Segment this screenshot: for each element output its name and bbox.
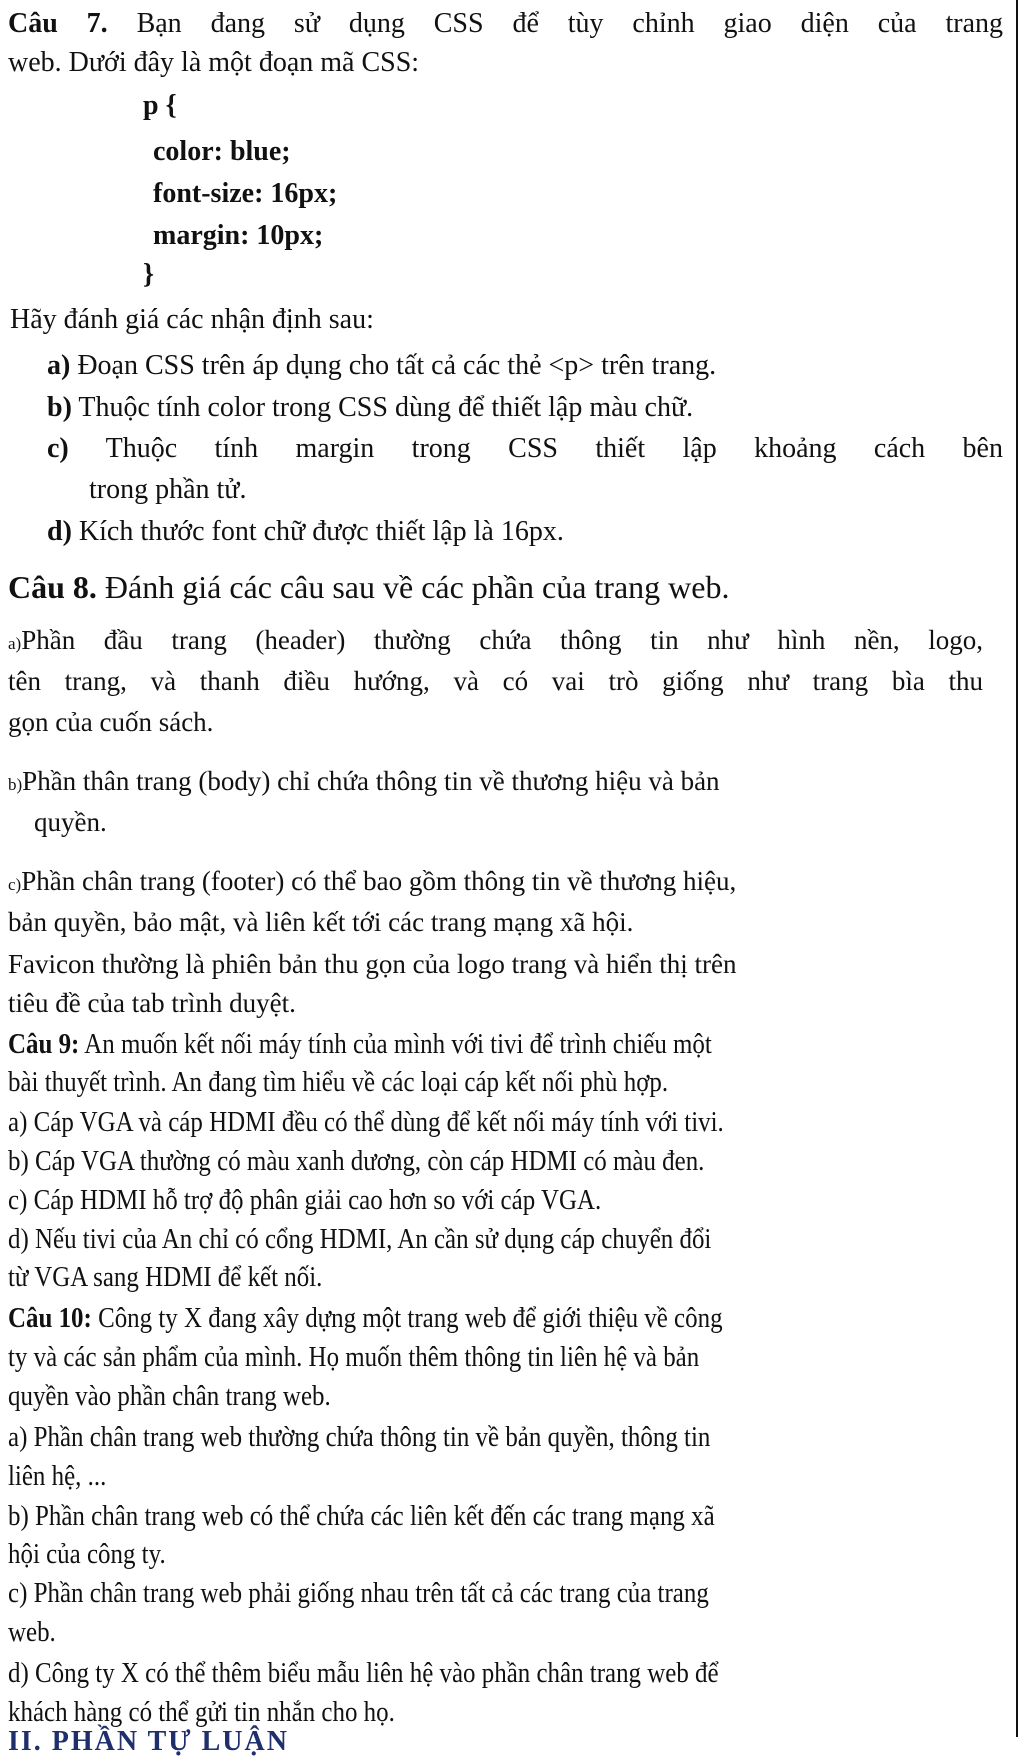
q9-statement-d: d) Nếu tivi của An chỉ có cổng HDMI, An cần sử dụng cáp chuyển đổi bbox=[8, 1223, 712, 1255]
code-line: margin: 10px; bbox=[153, 220, 324, 251]
option-label: c) bbox=[8, 875, 22, 894]
q7-intro: Bạn đang sử dụng CSS để tùy chỉnh giao diện của trang bbox=[136, 8, 1003, 39]
option-text: Thuộc tính color trong CSS dùng để thiết lập màu chữ. bbox=[78, 392, 694, 423]
q10-statement-b: b) Phần chân trang web có thể chứa các liên kết đến các trang mạng xã bbox=[8, 1500, 715, 1532]
option-label: c) bbox=[47, 433, 69, 464]
q10-statement-d: d) Công ty X có thể thêm biểu mẫu liên hệ vào phần chân trang web để bbox=[8, 1657, 719, 1689]
q7-statement-a bbox=[47, 346, 716, 386]
q8-statement-a bbox=[8, 620, 983, 660]
q7-statement-d bbox=[47, 512, 564, 552]
q9-intro-text: An muốn kết nối máy tính của mình với tivi để trình chiếu một bbox=[84, 1028, 712, 1060]
option-label: a) bbox=[47, 350, 71, 381]
option-text: Phần thân trang (body) chỉ chứa thông tin về thương hiệu và bản bbox=[22, 766, 720, 796]
option-label: b) bbox=[47, 392, 72, 423]
q8-statement-c-line-2: bản quyền, bảo mật, và liên kết tới các trang mạng xã hội. bbox=[8, 907, 634, 937]
q10-intro bbox=[8, 1298, 723, 1338]
option-text: Kích thước font chữ được thiết lập là 16px. bbox=[78, 516, 564, 547]
q10-statement-c: c) Phần chân trang web phải giống nhau trên tất cả các trang của trang bbox=[8, 1577, 709, 1609]
q9-statement-c: c) Cáp HDMI hỗ trợ độ phân giải cao hơn so với cáp VGA. bbox=[8, 1184, 602, 1216]
q10-intro-line-2: ty và các sản phẩm của mình. Họ muốn thêm thông tin liên hệ và bản bbox=[8, 1341, 700, 1373]
code-line: font-size: 16px; bbox=[153, 178, 338, 209]
q8-statement-c bbox=[8, 861, 736, 901]
option-text: Đoạn CSS trên áp dụng cho tất cả các thẻ <p> trên trang. bbox=[77, 350, 717, 381]
q10-statement-b-line-2: hội của công ty. bbox=[8, 1538, 166, 1570]
q9-label: Câu 9: bbox=[8, 1028, 80, 1060]
option-label: a) bbox=[8, 634, 22, 653]
q7-intro-line-1 bbox=[8, 4, 1003, 44]
q8-label: Câu 8. bbox=[8, 569, 97, 605]
q8-statement-b bbox=[8, 761, 720, 801]
code-line: color: blue; bbox=[153, 136, 291, 167]
q10-statement-c-line-2: web. bbox=[8, 1616, 56, 1648]
q8-statement-a-line-3: gọn của cuốn sách. bbox=[8, 707, 214, 737]
q10-statement-a-line-2: liên hệ, ... bbox=[8, 1460, 107, 1492]
q7-statement-b bbox=[47, 388, 693, 428]
q10-label: Câu 10: bbox=[8, 1302, 92, 1334]
q7-prompt: Hãy đánh giá các nhận định sau: bbox=[10, 304, 374, 335]
q8-title-text: Đánh giá các câu sau về các phần của trang web. bbox=[104, 569, 730, 605]
option-label: d) bbox=[47, 516, 72, 547]
q9-intro-line-2: bài thuyết trình. An đang tìm hiểu về các loại cáp kết nối phù hợp. bbox=[8, 1066, 669, 1098]
q8-statement-b-line-2: quyền. bbox=[34, 807, 107, 837]
q9-statement-d-line-2: từ VGA sang HDMI để kết nối. bbox=[8, 1261, 323, 1293]
q8-title bbox=[8, 567, 729, 607]
code-line: } bbox=[143, 259, 155, 290]
option-text: Thuộc tính margin trong CSS thiết lập khoảng cách bên bbox=[105, 433, 1003, 464]
code-line: p { bbox=[143, 90, 177, 121]
q8-statement-d-line-2: tiêu đề của tab trình duyệt. bbox=[8, 988, 296, 1018]
q9-statement-b: b) Cáp VGA thường có màu xanh dương, còn cáp HDMI có màu đen. bbox=[8, 1145, 705, 1177]
q7-statement-c-cont: trong phần tử. bbox=[89, 474, 247, 505]
option-text: Phần chân trang (footer) có thể bao gồm thông tin về thương hiệu, bbox=[21, 866, 737, 896]
q10-intro-line-3: quyền vào phần chân trang web. bbox=[8, 1380, 331, 1412]
q7-label: Câu 7. bbox=[8, 8, 108, 39]
q10-statement-d-line-2: khách hàng có thể gửi tin nhắn cho họ. bbox=[8, 1696, 395, 1728]
page-border bbox=[1016, 0, 1018, 1737]
q7-intro-line-2: web. Dưới đây là một đoạn mã CSS: bbox=[8, 47, 420, 78]
q7-statement-c bbox=[47, 429, 1003, 469]
section-heading: II. PHẦN TỰ LUẬN bbox=[8, 1726, 289, 1757]
q8-statement-d: Favicon thường là phiên bản thu gọn của logo trang và hiển thị trên bbox=[8, 949, 737, 979]
option-label: b) bbox=[8, 775, 23, 794]
q9-intro bbox=[8, 1024, 712, 1064]
q10-statement-a: a) Phần chân trang web thường chứa thông tin về bản quyền, thông tin bbox=[8, 1421, 711, 1453]
q8-statement-a-line-2: tên trang, và thanh điều hướng, và có vai trò giống như trang bìa thu bbox=[8, 666, 983, 696]
q9-statement-a: a) Cáp VGA và cáp HDMI đều có thể dùng để kết nối máy tính với tivi. bbox=[8, 1106, 724, 1138]
option-text: Phần đầu trang (header) thường chứa thông tin như hình nền, logo, bbox=[21, 625, 983, 655]
q10-intro-text: Công ty X đang xây dựng một trang web để giới thiệu về công bbox=[98, 1302, 723, 1334]
